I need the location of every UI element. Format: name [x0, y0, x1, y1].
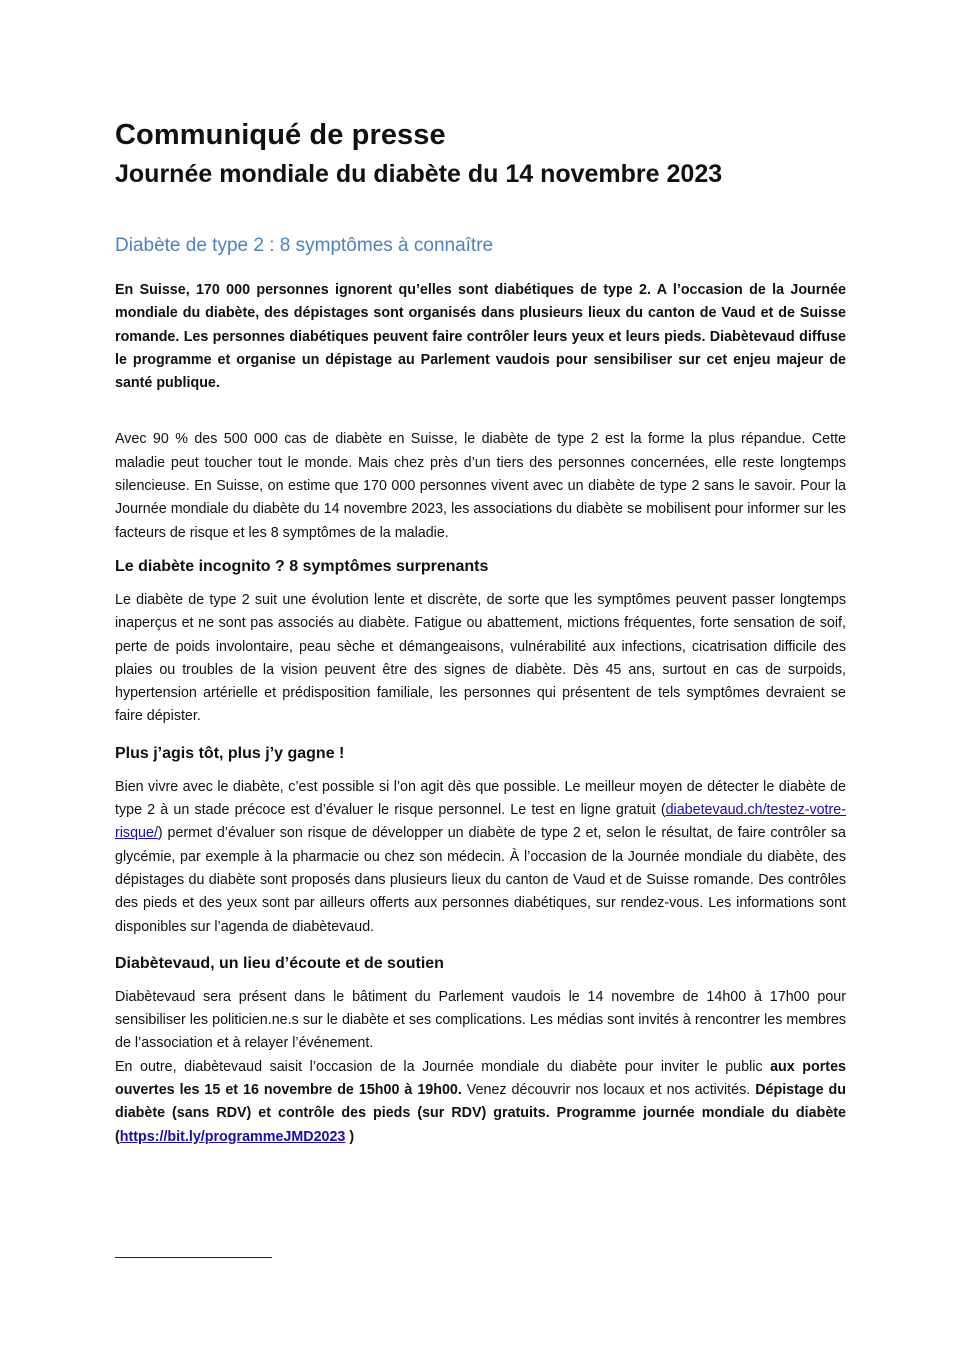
section-title: Diabète de type 2 : 8 symptômes à connaître	[115, 235, 494, 256]
support-paragraph-1: Diabètevaud sera présent dans le bâtiment du Parlement vaudois le 14 novembre de 14h00 à 17h00 pour sensibiliser les politicien.ne.s sur le diabète et ses complications. Les médias sont invités à rencontrer les membres de l’association et à relayer l’événement.	[115, 988, 846, 1052]
support-paragraph-2	[115, 1056, 846, 1149]
page-subtitle: Journée mondiale du diabète du 14 novembre 2023	[115, 160, 723, 188]
act-early-text-b: ) permet d’évaluer son risque de développer un diabète de type 2 et, selon le résultat, de faire contrôler sa glycémie, par exemple à la pharmacie ou chez son médecin. À l’occasion de la Journée mondiale du diabète, des dépistages du diabète sont proposés dans plusieurs lieux du canton de Vaud et de Suisse romande. Des contrôles des pieds et des yeux sont par ailleurs offerts aux personnes diabétiques, sur rendez-vous. Les informations sont disponibles sur l’agenda de diabètevaud.	[115, 825, 846, 935]
document-body	[115, 116, 846, 1149]
heading-symptoms: Le diabète incognito ? 8 symptômes surprenants	[115, 557, 489, 575]
footnote-separator	[115, 1257, 272, 1258]
lead-paragraph: En Suisse, 170 000 personnes ignorent qu’elles sont diabétiques de type 2. A l’occasion de la Journée mondiale du diabète, des dépistages sont organisés dans plusieurs lieux du canton de Vaud et de Suisse romande. Les personnes diabétiques peuvent faire contrôler leurs yeux et leurs pieds. Diabètevaud diffuse le programme et organise un dépistage au Parlement vaudois pour sensibiliser sur cet enjeu majeur de santé publique.	[115, 282, 846, 392]
intro-paragraph: Avec 90 % des 500 000 cas de diabète en Suisse, le diabète de type 2 est la forme la plus répandue. Cette maladie peut toucher tout le monde. Mais chez près d’un tiers des personnes concernées, elle reste longtemps silencieuse. En Suisse, on estime que 170 000 personnes vivent avec un diabète de type 2 sans le savoir. Pour la Journée mondiale du diabète du 14 novembre 2023, les associations du diabète se mobilisent pour informer sur les facteurs de risque et les 8 symptômes de la maladie.	[115, 431, 846, 541]
support-text-a: En outre, diabètevaud saisit l’occasion de la Journée mondiale du diabète pour inviter le public	[115, 1058, 771, 1075]
open-doors-text: aux portes ouvertes les 15 et 16 novembre de 15h00 à 19h00.	[115, 1058, 846, 1099]
support-text-c: Venez découvrir nos locaux et nos activités.	[461, 1082, 756, 1099]
risk-test-link[interactable]: diabetevaud.ch/testez-votre-risque/	[115, 802, 846, 842]
act-early-paragraph	[115, 776, 846, 939]
closing-paren: )	[345, 1128, 355, 1145]
screening-text: Dépistage du diabète (sans RDV) et contrôle des pieds (sur RDV) gratuits. Programme journée mondiale du diabète (	[115, 1082, 846, 1145]
page-title: Communiqué de presse	[115, 119, 446, 151]
symptoms-paragraph: Le diabète de type 2 suit une évolution lente et discrète, de sorte que les symptômes peuvent passer longtemps inaperçus et ne sont pas associés au diabète. Fatigue ou abattement, mictions fréquentes, forte sensation de soif, perte de poids involontaire, peau sèche et démangeaisons, vulnérabilité aux infections, cicatrisation difficile des plaies ou troubles de la vision peuvent être des signes de diabète. Dès 45 ans, surtout en cas de surpoids, hypertension artérielle et prédisposition familiale, les personnes qui présentent de tels symptômes devraient se faire dépister.	[115, 591, 846, 725]
program-link[interactable]: https://bit.ly/programmeJMD2023	[119, 1128, 346, 1145]
heading-support: Diabètevaud, un lieu d’écoute et de soutien	[115, 954, 444, 972]
heading-act-early: Plus j’agis tôt, plus j’y gagne !	[115, 744, 345, 762]
act-early-text-a: Bien vivre avec le diabète, c’est possible si l’on agit dès que possible. Le meilleur moyen de détecter le diabète de type 2 à un stade précoce est d’évaluer le risque personnel. Le test en ligne gratuit (	[115, 778, 846, 819]
